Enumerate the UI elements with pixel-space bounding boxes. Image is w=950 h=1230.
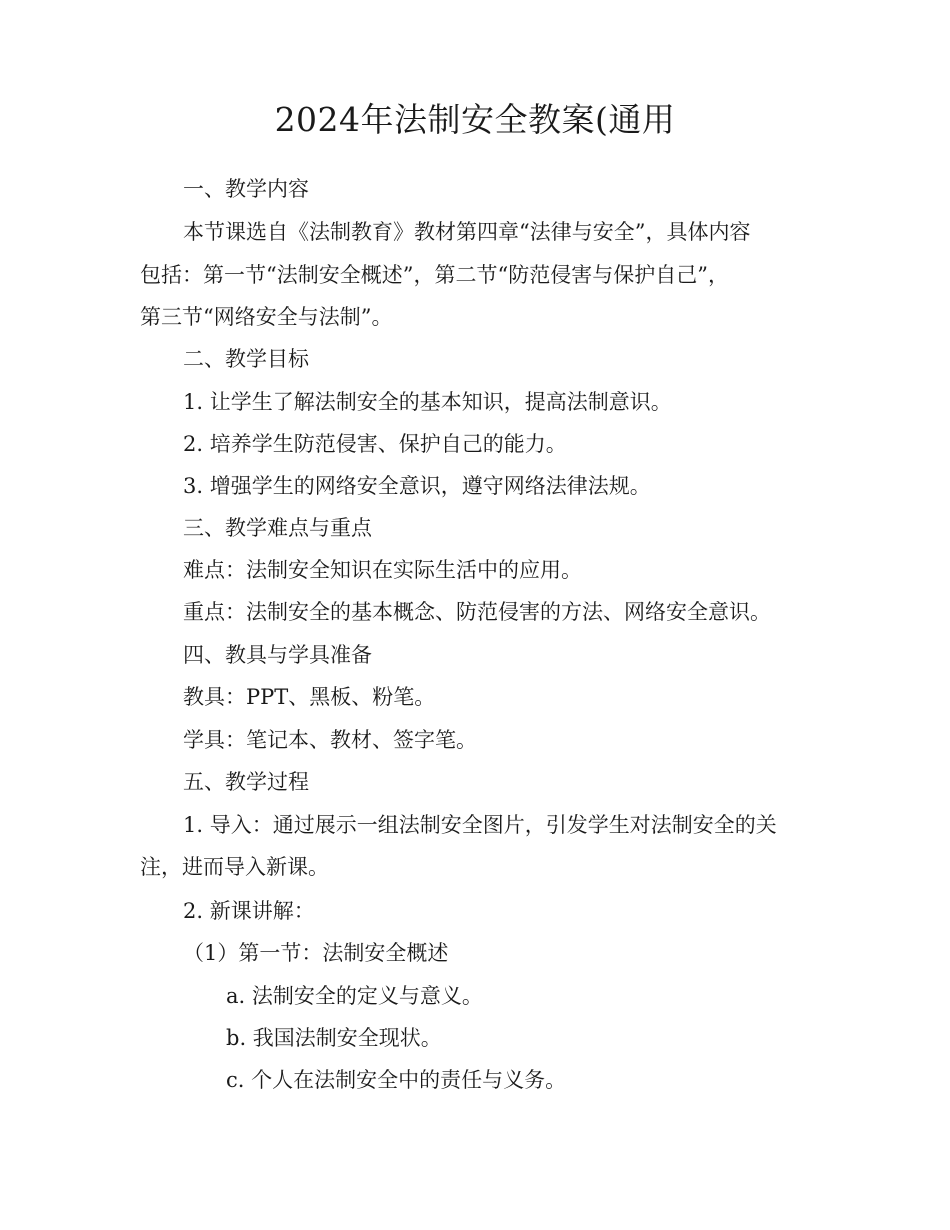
section-heading-difficulty: 三、教学难点与重点 (183, 516, 372, 540)
sub-sub-list-item: b. 我国法制安全现状。 (226, 1026, 442, 1050)
document-title: 2024年法制安全教案(通用 (274, 100, 676, 139)
sub-sub-list-item: c. 个人在法制安全中的责任与义务。 (226, 1068, 567, 1092)
paragraph-line: 教具：PPT、黑板、粉笔。 (183, 685, 436, 709)
sub-sub-list-item: a. 法制安全的定义与意义。 (226, 984, 483, 1008)
paragraph-line: 包括：第一节“法制安全概述”，第二节“防范侵害与保护自己”， (140, 263, 729, 287)
section-heading-content: 一、教学内容 (183, 177, 309, 201)
sub-list-item: （1）第一节：法制安全概述 (183, 941, 449, 965)
paragraph-line: 本节课选自《法制教育》教材第四章“法律与安全”，具体内容 (183, 220, 751, 244)
list-item: 2. 新课讲解： (183, 899, 315, 923)
list-item: 注，进而导入新课。 (140, 855, 329, 879)
section-heading-tools: 四、教具与学具准备 (183, 643, 372, 667)
paragraph-line: 难点：法制安全知识在实际生活中的应用。 (183, 558, 582, 582)
section-heading-goals: 二、教学目标 (183, 347, 309, 371)
paragraph-line: 第三节“网络安全与法制”。 (140, 305, 393, 329)
paragraph-line: 重点：法制安全的基本概念、防范侵害的方法、网络安全意识。 (183, 600, 771, 624)
section-heading-process: 五、教学过程 (183, 770, 309, 794)
list-item: 1. 导入：通过展示一组法制安全图片，引发学生对法制安全的关 (183, 813, 777, 837)
list-item: 3. 增强学生的网络安全意识，遵守网络法律法规。 (183, 474, 651, 498)
list-item: 2. 培养学生防范侵害、保护自己的能力。 (183, 432, 567, 456)
paragraph-line: 学具：笔记本、教材、签字笔。 (183, 728, 477, 752)
list-item: 1. 让学生了解法制安全的基本知识，提高法制意识。 (183, 390, 672, 414)
